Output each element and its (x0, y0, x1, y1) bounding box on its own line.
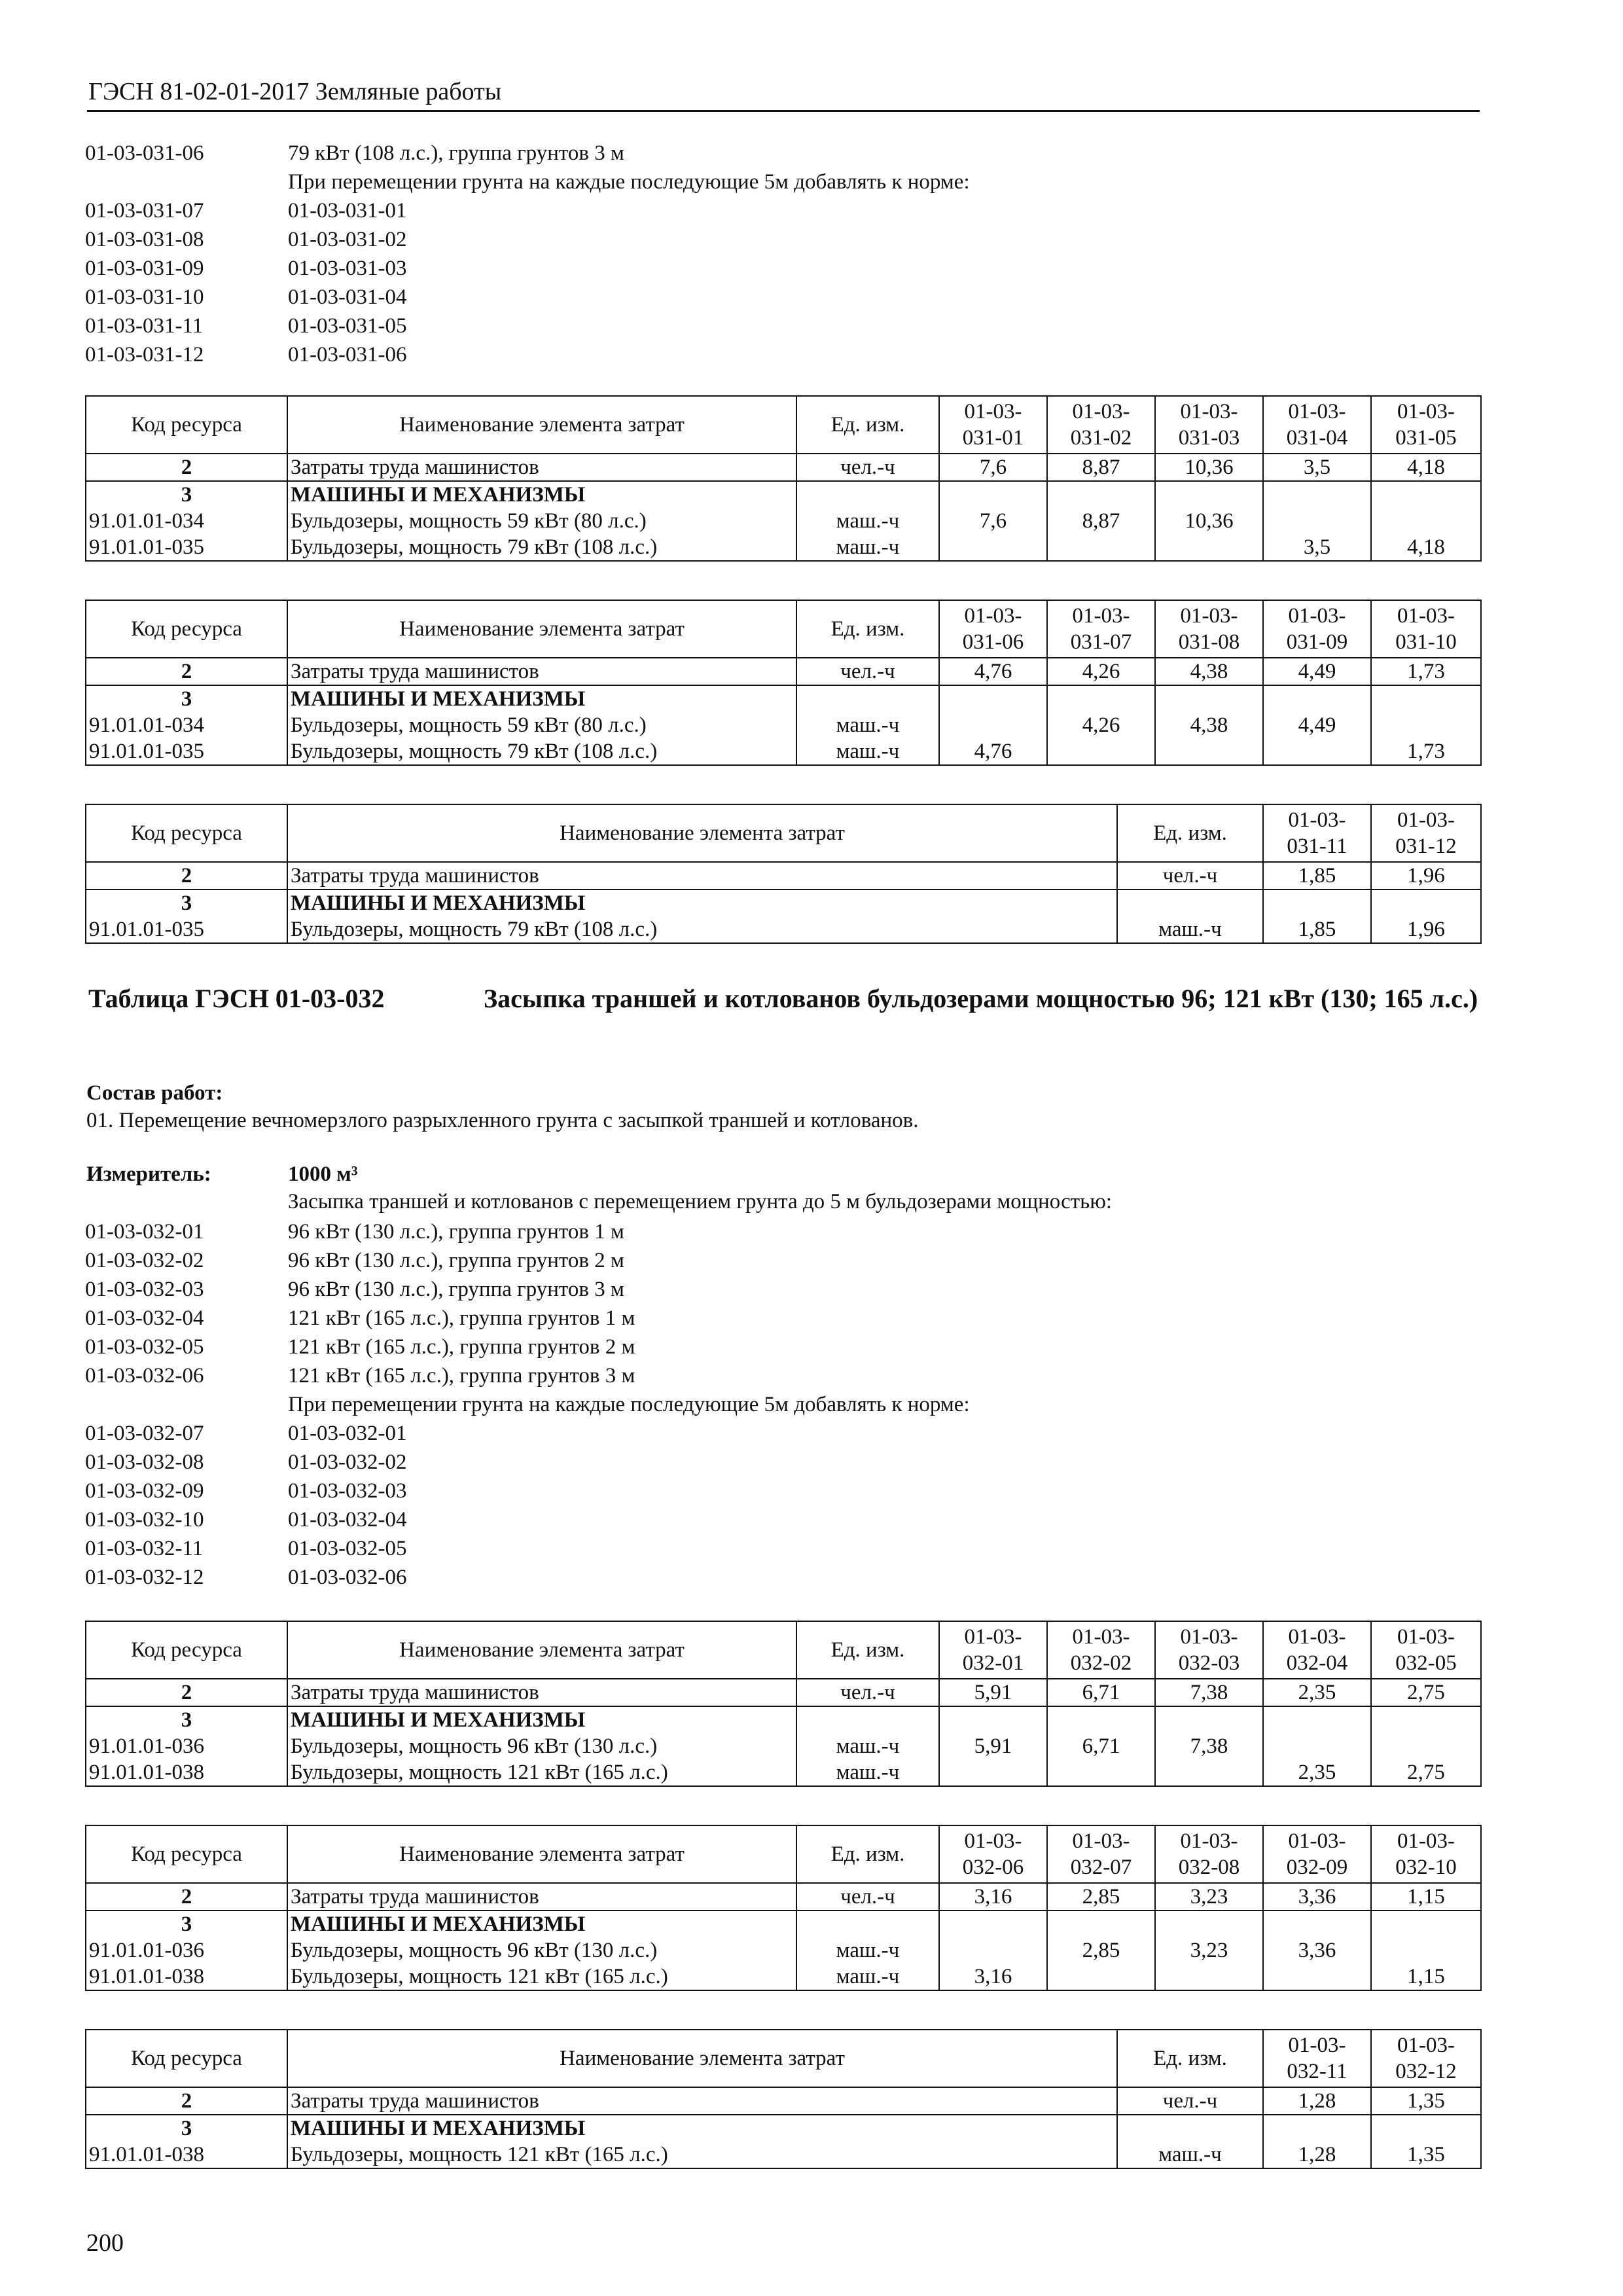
norm-value: 3,16 (939, 1883, 1047, 1910)
norm-value: 4,38 (1155, 712, 1263, 738)
norm-desc: 01-03-031-06 (288, 343, 407, 367)
norm-value: 4,49 (1263, 712, 1371, 738)
norm-desc: 96 кВт (130 л.с.), группа грунтов 2 м (288, 1249, 624, 1272)
norm-code: 01-03-031-09 (85, 257, 204, 280)
norm-value: 7,38 (1155, 1679, 1263, 1706)
norm-value (1047, 738, 1155, 765)
resource-name: Затраты труда машинистов (287, 454, 796, 481)
col-header-code: Код ресурса (86, 804, 287, 862)
resource-code: 91.01.01-035 (86, 738, 287, 765)
resource-unit: чел.-ч (796, 658, 939, 685)
norm-value: 10,36 (1155, 454, 1263, 481)
norm-desc: 01-03-032-06 (288, 1566, 407, 1589)
table-header-row (86, 804, 1481, 862)
col-header-name: Наименование элемента затрат (287, 804, 1117, 862)
norm-value: 2,85 (1047, 1883, 1155, 1910)
resource-name: Бульдозеры, мощность 96 кВт (130 л.с.) (287, 1937, 796, 1964)
table-row (86, 1910, 1481, 1937)
norm-value (1047, 1759, 1155, 1786)
norm-value: 1,96 (1371, 862, 1481, 889)
resource-code: 2 (86, 1679, 287, 1706)
table-row (86, 1706, 1481, 1733)
resource-name: Бульдозеры, мощность 121 кВт (165 л.с.) (287, 2142, 1117, 2168)
resource-table-031-b (85, 600, 1482, 766)
norm-value (1263, 1964, 1371, 1990)
norm-code: 01-03-032-04 (85, 1306, 204, 1330)
norm-desc: 121 кВт (165 л.с.), группа грунтов 3 м (288, 1364, 635, 1388)
norm-value: 1,28 (1263, 2142, 1371, 2168)
col-header-norm: 01-03- 031-06 (939, 600, 1047, 658)
resource-code: 91.01.01-036 (86, 1937, 287, 1964)
table-row (86, 685, 1481, 712)
norm-code: 01-03-032-07 (85, 1422, 204, 1445)
col-header-norm: 01-03- 031-10 (1371, 600, 1481, 658)
resource-name: МАШИНЫ И МЕХАНИЗМЫ (287, 2115, 1117, 2142)
resource-name: Затраты труда машинистов (287, 862, 1117, 889)
col-header-name: Наименование элемента затрат (287, 2030, 1117, 2087)
page-header-title: ГЭСН 81-02-01-2017 Земляные работы (88, 78, 502, 105)
col-header-code: Код ресурса (86, 1825, 287, 1883)
norm-desc: При перемещении грунта на каждые последующие 5м добавлять к норме: (288, 1393, 970, 1416)
norm-value (1047, 1964, 1155, 1990)
col-header-norm: 01-03- 031-02 (1047, 396, 1155, 454)
col-header-norm: 01-03- 031-11 (1263, 804, 1371, 862)
list-intro: Засыпка траншей и котлованов с перемещением грунта до 5 м бульдозерами мощностью: (288, 1190, 1113, 1213)
col-header-name: Наименование элемента затрат (287, 1621, 796, 1679)
resource-name: Бульдозеры, мощность 121 кВт (165 л.с.) (287, 1759, 796, 1786)
resource-name: Затраты труда машинистов (287, 2087, 1117, 2115)
norm-code: 01-03-031-08 (85, 228, 204, 251)
norm-value: 10,36 (1155, 508, 1263, 534)
norm-value (1371, 1937, 1481, 1964)
resource-unit: чел.-ч (796, 1679, 939, 1706)
norm-value (939, 712, 1047, 738)
norm-value (1263, 1733, 1371, 1759)
norm-value: 2,35 (1263, 1679, 1371, 1706)
resource-table-031-a (85, 395, 1482, 562)
col-header-norm: 01-03- 032-04 (1263, 1621, 1371, 1679)
resource-table-032-c (85, 2029, 1482, 2169)
table-row (86, 1883, 1481, 1910)
norm-value: 2,85 (1047, 1937, 1155, 1964)
col-header-code: Код ресурса (86, 2030, 287, 2087)
col-header-norm: 01-03- 031-01 (939, 396, 1047, 454)
norm-desc: 01-03-032-05 (288, 1537, 407, 1560)
meter-label: Измеритель: (86, 1162, 211, 1186)
table-row (86, 1733, 1481, 1759)
col-header-norm: 01-03- 032-07 (1047, 1825, 1155, 1883)
norm-value: 6,71 (1047, 1733, 1155, 1759)
norm-desc: 121 кВт (165 л.с.), группа грунтов 2 м (288, 1335, 635, 1359)
col-header-norm: 01-03- 031-09 (1263, 600, 1371, 658)
norm-value: 7,38 (1155, 1733, 1263, 1759)
col-header-code: Код ресурса (86, 600, 287, 658)
resource-unit: маш.-ч (796, 1733, 939, 1759)
norm-desc: 01-03-032-04 (288, 1508, 407, 1532)
norm-value: 3,5 (1263, 534, 1371, 561)
table-header-row (86, 600, 1481, 658)
resource-name: Затраты труда машинистов (287, 1883, 796, 1910)
norm-desc: 01-03-031-03 (288, 257, 407, 280)
norm-value: 4,76 (939, 658, 1047, 685)
norm-value: 6,71 (1047, 1679, 1155, 1706)
table-row (86, 1759, 1481, 1786)
resource-name: Бульдозеры, мощность 96 кВт (130 л.с.) (287, 1733, 796, 1759)
table-row (86, 454, 1481, 481)
norm-value: 1,85 (1263, 862, 1371, 889)
norm-value: 3,36 (1263, 1883, 1371, 1910)
norm-desc: 01-03-032-02 (288, 1450, 407, 1474)
norm-value: 4,18 (1371, 454, 1481, 481)
resource-code: 91.01.01-035 (86, 916, 287, 943)
norm-code: 01-03-032-10 (85, 1508, 204, 1532)
resource-code: 91.01.01-034 (86, 712, 287, 738)
table-row (86, 738, 1481, 765)
norm-code: 01-03-032-08 (85, 1450, 204, 1474)
col-header-name: Наименование элемента затрат (287, 600, 796, 658)
resource-name: Бульдозеры, мощность 79 кВт (108 л.с.) (287, 916, 1117, 943)
table-row (86, 1679, 1481, 1706)
col-header-norm: 01-03- 032-08 (1155, 1825, 1263, 1883)
resource-code: 3 (86, 685, 287, 712)
col-header-unit: Ед. изм. (796, 1621, 939, 1679)
norm-value: 1,35 (1371, 2087, 1481, 2115)
norm-value (939, 1937, 1047, 1964)
col-header-norm: 01-03- 031-08 (1155, 600, 1263, 658)
col-header-name: Наименование элемента затрат (287, 396, 796, 454)
resource-code: 91.01.01-035 (86, 534, 287, 561)
resource-name: МАШИНЫ И МЕХАНИЗМЫ (287, 1706, 796, 1733)
table-header-row (86, 2030, 1481, 2087)
norm-value: 4,26 (1047, 712, 1155, 738)
norm-value (1155, 534, 1263, 561)
col-header-norm: 01-03- 032-02 (1047, 1621, 1155, 1679)
norm-value: 2,75 (1371, 1679, 1481, 1706)
resource-name: Бульдозеры, мощность 121 кВт (165 л.с.) (287, 1964, 796, 1990)
resource-name: МАШИНЫ И МЕХАНИЗМЫ (287, 889, 1117, 916)
resource-unit: чел.-ч (796, 454, 939, 481)
norm-value: 1,73 (1371, 738, 1481, 765)
resource-code: 91.01.01-038 (86, 1964, 287, 1990)
meter-value: 1000 м³ (288, 1162, 358, 1186)
resource-table-031-c (85, 804, 1482, 944)
composition-label: Состав работ: (86, 1081, 223, 1105)
norm-desc: 01-03-032-01 (288, 1422, 407, 1445)
table-row (86, 712, 1481, 738)
norm-code: 01-03-032-01 (85, 1220, 204, 1244)
resource-code: 3 (86, 2115, 287, 2142)
resource-unit: маш.-ч (796, 1759, 939, 1786)
norm-code: 01-03-031-06 (85, 141, 204, 165)
resource-code: 3 (86, 481, 287, 508)
table-row (86, 2142, 1481, 2168)
resource-name: Бульдозеры, мощность 59 кВт (80 л.с.) (287, 712, 796, 738)
norm-desc: 96 кВт (130 л.с.), группа грунтов 1 м (288, 1220, 624, 1244)
resource-name: Бульдозеры, мощность 79 кВт (108 л.с.) (287, 534, 796, 561)
norm-value (1371, 1733, 1481, 1759)
col-header-norm: 01-03- 032-10 (1371, 1825, 1481, 1883)
norm-code: 01-03-032-11 (85, 1537, 204, 1560)
norm-value (939, 534, 1047, 561)
norm-value: 5,91 (939, 1679, 1047, 1706)
norm-value (1155, 1759, 1263, 1786)
norm-desc: 96 кВт (130 л.с.), группа грунтов 3 м (288, 1278, 624, 1301)
resource-code: 2 (86, 1883, 287, 1910)
resource-table-032-b (85, 1825, 1482, 1991)
norm-value: 1,28 (1263, 2087, 1371, 2115)
resource-unit: маш.-ч (1117, 916, 1263, 943)
col-header-code: Код ресурса (86, 1621, 287, 1679)
table-row (86, 2087, 1481, 2115)
composition-text: 01. Перемещение вечномерзлого разрыхленного грунта с засыпкой траншей и котлованов. (86, 1109, 919, 1132)
table-header-row (86, 1825, 1481, 1883)
norm-value: 3,5 (1263, 454, 1371, 481)
norm-value: 4,38 (1155, 658, 1263, 685)
table-row (86, 862, 1481, 889)
col-header-norm: 01-03- 031-05 (1371, 396, 1481, 454)
norm-value: 3,36 (1263, 1937, 1371, 1964)
resource-code: 91.01.01-034 (86, 508, 287, 534)
norm-value: 2,35 (1263, 1759, 1371, 1786)
norm-code: 01-03-032-09 (85, 1479, 204, 1503)
norm-value: 1,15 (1371, 1883, 1481, 1910)
col-header-code: Код ресурса (86, 396, 287, 454)
norm-value: 8,87 (1047, 454, 1155, 481)
norm-value: 8,87 (1047, 508, 1155, 534)
norm-value: 4,49 (1263, 658, 1371, 685)
table-row (86, 658, 1481, 685)
table-row (86, 534, 1481, 561)
norm-value (1263, 738, 1371, 765)
col-header-norm: 01-03- 032-12 (1371, 2030, 1481, 2087)
table-header-row (86, 396, 1481, 454)
norm-value: 1,73 (1371, 658, 1481, 685)
col-header-norm: 01-03- 031-04 (1263, 396, 1371, 454)
norm-code: 01-03-031-10 (85, 285, 204, 309)
col-header-norm: 01-03- 031-12 (1371, 804, 1481, 862)
resource-code: 91.01.01-038 (86, 1759, 287, 1786)
norm-value: 1,15 (1371, 1964, 1481, 1990)
norm-desc: 121 кВт (165 л.с.), группа грунтов 1 м (288, 1306, 635, 1330)
col-header-norm: 01-03- 031-07 (1047, 600, 1155, 658)
resource-code: 2 (86, 454, 287, 481)
norm-code: 01-03-032-12 (85, 1566, 204, 1589)
table-row (86, 1964, 1481, 1990)
norm-value (939, 1759, 1047, 1786)
resource-code: 3 (86, 1910, 287, 1937)
resource-unit: чел.-ч (1117, 2087, 1263, 2115)
norm-value: 5,91 (939, 1733, 1047, 1759)
norm-code: 01-03-031-12 (85, 343, 204, 367)
resource-name: Затраты труда машинистов (287, 658, 796, 685)
resource-name: Бульдозеры, мощность 79 кВт (108 л.с.) (287, 738, 796, 765)
table-header-row (86, 1621, 1481, 1679)
norm-code: 01-03-032-02 (85, 1249, 204, 1272)
norm-code: 01-03-031-07 (85, 199, 204, 223)
norm-value: 2,75 (1371, 1759, 1481, 1786)
norm-value (1155, 1964, 1263, 1990)
norm-value: 3,16 (939, 1964, 1047, 1990)
norm-value: 4,18 (1371, 534, 1481, 561)
page-number: 200 (86, 2229, 124, 2257)
col-header-norm: 01-03- 032-05 (1371, 1621, 1481, 1679)
col-header-name: Наименование элемента затрат (287, 1825, 796, 1883)
table-row (86, 481, 1481, 508)
resource-unit: маш.-ч (796, 1937, 939, 1964)
table-row (86, 889, 1481, 916)
norm-value: 4,76 (939, 738, 1047, 765)
resource-code: 3 (86, 1706, 287, 1733)
norm-value: 4,26 (1047, 658, 1155, 685)
resource-name: МАШИНЫ И МЕХАНИЗМЫ (287, 685, 796, 712)
resource-code: 91.01.01-038 (86, 2142, 287, 2168)
col-header-unit: Ед. изм. (796, 1825, 939, 1883)
resource-name: Затраты труда машинистов (287, 1679, 796, 1706)
col-header-norm: 01-03- 032-09 (1263, 1825, 1371, 1883)
col-header-unit: Ед. изм. (1117, 804, 1263, 862)
col-header-norm: 01-03- 032-01 (939, 1621, 1047, 1679)
resource-unit: маш.-ч (1117, 2142, 1263, 2168)
resource-unit: чел.-ч (1117, 862, 1263, 889)
col-header-unit: Ед. изм. (796, 396, 939, 454)
resource-unit: маш.-ч (796, 508, 939, 534)
table-label: Таблица ГЭСН 01-03-032 (88, 984, 385, 1013)
table-title: Засыпка траншей и котлованов бульдозерами мощностью 96; 121 кВт (130; 165 л.с.) (484, 984, 1478, 1013)
norm-value: 7,6 (939, 454, 1047, 481)
norm-value: 3,23 (1155, 1937, 1263, 1964)
resource-code: 2 (86, 658, 287, 685)
norm-desc: 01-03-031-04 (288, 285, 407, 309)
norm-desc: 01-03-031-05 (288, 314, 407, 338)
col-header-unit: Ед. изм. (1117, 2030, 1263, 2087)
norm-value (1371, 712, 1481, 738)
resource-unit: чел.-ч (796, 1883, 939, 1910)
resource-name: МАШИНЫ И МЕХАНИЗМЫ (287, 481, 796, 508)
norm-code: 01-03-032-05 (85, 1335, 204, 1359)
table-row (86, 2115, 1481, 2142)
norm-value: 3,23 (1155, 1883, 1263, 1910)
col-header-norm: 01-03- 032-03 (1155, 1621, 1263, 1679)
norm-value (1371, 508, 1481, 534)
resource-unit: маш.-ч (796, 534, 939, 561)
table-row (86, 508, 1481, 534)
norm-value: 1,35 (1371, 2142, 1481, 2168)
norm-value (1263, 508, 1371, 534)
resource-unit: маш.-ч (796, 712, 939, 738)
resource-unit: маш.-ч (796, 738, 939, 765)
norm-desc: При перемещении грунта на каждые последующие 5м добавлять к норме: (288, 170, 970, 194)
resource-unit: маш.-ч (796, 1964, 939, 1990)
resource-code: 91.01.01-036 (86, 1733, 287, 1759)
col-header-norm: 01-03- 032-06 (939, 1825, 1047, 1883)
norm-value (1155, 738, 1263, 765)
norm-value: 1,85 (1263, 916, 1371, 943)
norm-desc: 79 кВт (108 л.с.), группа грунтов 3 м (288, 141, 624, 165)
norm-value (1047, 534, 1155, 561)
resource-name: Бульдозеры, мощность 59 кВт (80 л.с.) (287, 508, 796, 534)
norm-desc: 01-03-031-01 (288, 199, 407, 223)
resource-code: 2 (86, 862, 287, 889)
col-header-norm: 01-03- 031-03 (1155, 396, 1263, 454)
resource-code: 3 (86, 889, 287, 916)
norm-value: 7,6 (939, 508, 1047, 534)
norm-code: 01-03-031-11 (85, 314, 204, 338)
header-rule (87, 110, 1480, 112)
table-row (86, 916, 1481, 943)
resource-code: 2 (86, 2087, 287, 2115)
norm-code: 01-03-032-03 (85, 1278, 204, 1301)
resource-name: МАШИНЫ И МЕХАНИЗМЫ (287, 1910, 796, 1937)
norm-desc: 01-03-031-02 (288, 228, 407, 251)
col-header-unit: Ед. изм. (796, 600, 939, 658)
table-row (86, 1937, 1481, 1964)
norm-value: 1,96 (1371, 916, 1481, 943)
resource-table-032-a (85, 1621, 1482, 1787)
norm-code: 01-03-032-06 (85, 1364, 204, 1388)
norm-desc: 01-03-032-03 (288, 1479, 407, 1503)
col-header-norm: 01-03- 032-11 (1263, 2030, 1371, 2087)
